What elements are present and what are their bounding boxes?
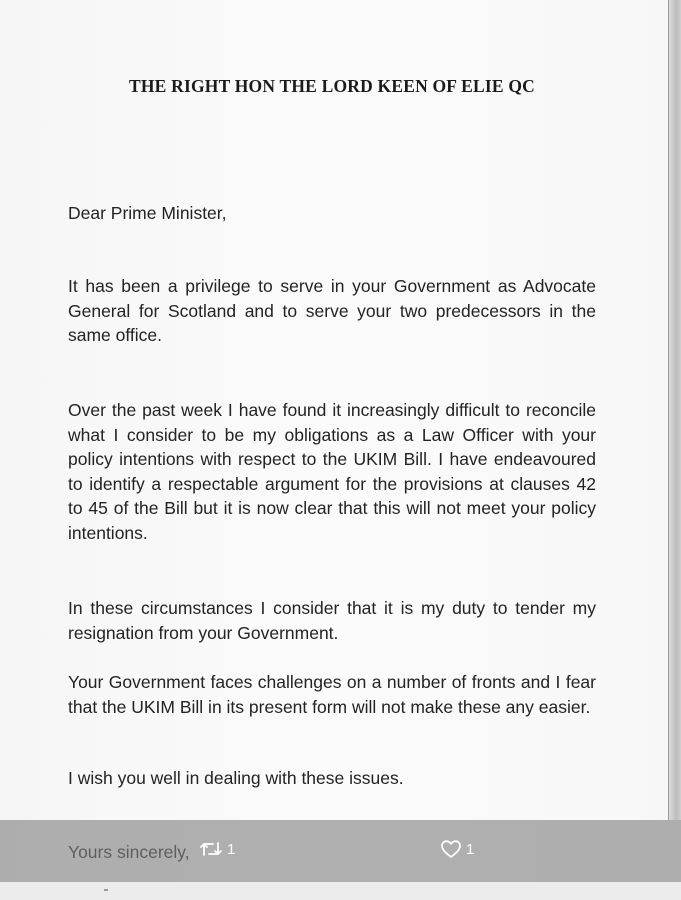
- retweet-button[interactable]: [199, 836, 235, 862]
- retweet-count: 1: [227, 840, 236, 858]
- letter-paragraph-4: Your Government faces challenges on a number of fronts and I fear that the UKIM Bill in its present form will not make these any easier.: [68, 672, 596, 717]
- letter-paragraph-1: It has been a privilege to serve in your Government as Advocate General for Scotland and to serve your two predecessors in the same office.: [68, 276, 596, 345]
- page-edge-shadow: [669, 0, 681, 820]
- bottom-mark: [104, 889, 108, 891]
- letter-salutation: Dear Prime Minister,: [68, 203, 227, 223]
- letter-paragraph-5: I wish you well in dealing with these issues.: [68, 768, 404, 788]
- letter-heading: THE RIGHT HON THE LORD KEEN OF ELIE QC: [129, 76, 535, 96]
- like-count: 1: [466, 840, 475, 858]
- heart-icon: [440, 839, 462, 859]
- bottom-strip: [0, 882, 681, 900]
- tweet-action-bar: [0, 820, 681, 882]
- letter-paragraph-2: Over the past week I have found it increasingly difficult to reconcile what I consider to be my obligations as a Law Officer with your policy intentions with respect to the UKIM Bill. I have endeavoured to identify a respectable argument for the provisions at clauses 42 to 45 of the Bill but it is now clear that this will not meet your policy intentions.: [68, 400, 596, 543]
- retweet-icon: [199, 839, 223, 859]
- letter-paragraph-3: In these circumstances I consider that it is my duty to tender my resignation from your Government.: [68, 598, 596, 643]
- like-button[interactable]: [440, 836, 474, 862]
